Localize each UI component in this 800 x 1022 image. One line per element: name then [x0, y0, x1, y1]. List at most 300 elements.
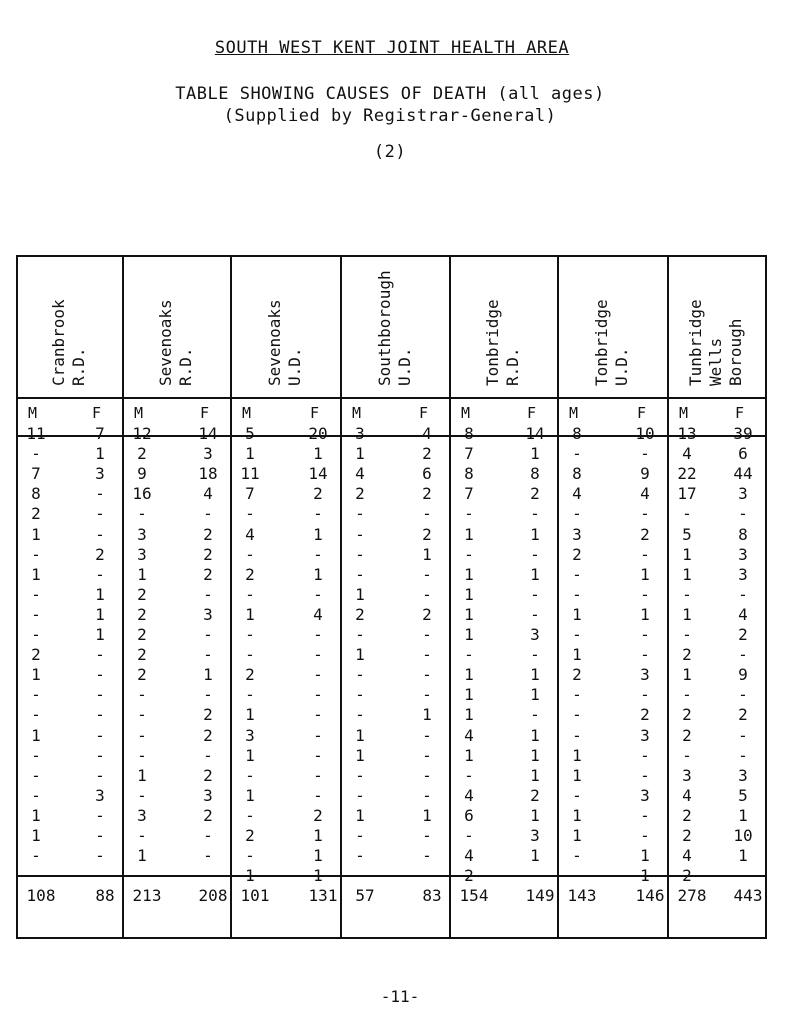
table-cell: 2	[640, 524, 650, 544]
table-cell: -	[640, 685, 650, 705]
table-cell: -	[245, 846, 255, 866]
table-cell: -	[422, 685, 432, 705]
sex-label-male: M	[352, 404, 362, 422]
district-label: U.D.	[394, 347, 414, 386]
table-cell: -	[31, 685, 41, 705]
table-cell: 1	[464, 625, 474, 644]
table-cell: 3	[137, 544, 147, 564]
table-cell: 1	[355, 444, 365, 464]
table-cell: -	[137, 705, 147, 725]
table-cell: 2	[422, 524, 432, 544]
table-cell: -	[572, 866, 582, 886]
table-cell: -	[355, 665, 365, 685]
table-cell: 1	[313, 846, 323, 866]
table-cell: 5	[245, 424, 255, 443]
table-cell: -	[203, 846, 213, 866]
table-cell: 2	[682, 805, 692, 825]
table-cell: 4	[245, 524, 255, 544]
table-cell: -	[572, 846, 582, 866]
table-cell: -	[572, 725, 582, 745]
table-cell: 2	[355, 484, 365, 504]
table-cell: -	[95, 846, 105, 866]
table-cell: 3	[738, 484, 748, 504]
table-cell: -	[203, 745, 213, 765]
table-cell: -	[422, 564, 432, 584]
table-cell: -	[245, 765, 255, 785]
table-cell: 1	[203, 665, 213, 685]
table-cell: -	[464, 504, 474, 524]
row-border	[16, 937, 767, 939]
table-cell: 1	[682, 564, 692, 584]
table-cell: -	[245, 625, 255, 644]
table-cell: 2	[245, 826, 255, 845]
table-cell: -	[95, 725, 105, 745]
table-cell: -	[313, 665, 323, 685]
table-cell: -	[95, 745, 105, 765]
table-cell: 3	[530, 625, 540, 644]
table-cell: 2	[422, 484, 432, 504]
table-cell: -	[422, 645, 432, 665]
table-cell: 4	[422, 424, 432, 443]
table-cell: 1	[313, 866, 323, 886]
table-cell: -	[640, 625, 650, 644]
table-cell: 8	[572, 464, 582, 484]
table-cell: -	[313, 584, 323, 604]
table-cell: -	[572, 564, 582, 584]
district-label: Sevenoaks	[265, 299, 284, 386]
table-cell: -	[640, 826, 650, 845]
table-cell: 4	[682, 846, 692, 866]
table-cell: 4	[464, 725, 474, 745]
table-cell: 3	[203, 444, 213, 464]
table-cell: -	[95, 504, 105, 524]
district-header	[340, 255, 449, 396]
table-cell: -	[137, 504, 147, 524]
table-cell: -	[464, 765, 474, 785]
table-cell: -	[313, 745, 323, 765]
table-cell: -	[355, 705, 365, 725]
table-cell: -	[530, 705, 540, 725]
table-cell: -	[245, 584, 255, 604]
table-cell: 8	[31, 484, 41, 504]
table-cell: -	[137, 725, 147, 745]
table-cell: 14	[308, 464, 328, 484]
table-cell: -	[137, 785, 147, 805]
table-cell: 8	[738, 524, 748, 544]
total-cell: 146	[635, 886, 665, 905]
table-cell: -	[31, 544, 41, 564]
table-cell: 3	[738, 564, 748, 584]
table-cell: 9	[137, 464, 147, 484]
table-cell: 7	[464, 484, 474, 504]
table-cell: 1	[464, 685, 474, 705]
table-cell: -	[313, 785, 323, 805]
table-cell: -	[313, 645, 323, 665]
table-cell: -	[530, 544, 540, 564]
table-cell: 7	[95, 424, 105, 443]
table-cell: 1	[640, 846, 650, 866]
district-label: Borough	[726, 318, 745, 386]
district-label: U.D.	[285, 347, 304, 386]
table-cell: -	[464, 826, 474, 845]
table-cell: 8	[530, 464, 540, 484]
table-cell: 10	[733, 826, 753, 845]
table-cell: 1	[31, 725, 41, 745]
table-cell: -	[572, 685, 582, 705]
table-cell: -	[137, 826, 147, 845]
table-cell: -	[313, 725, 323, 745]
table-cell: -	[31, 866, 41, 886]
table-cell: -	[203, 826, 213, 845]
district-label: Sevenoaks	[156, 299, 175, 386]
table-cell: -	[530, 645, 540, 665]
table-cell: -	[738, 645, 748, 665]
table-cell: 7	[464, 444, 474, 464]
table-cell: -	[203, 866, 213, 886]
table-cell: -	[245, 504, 255, 524]
table-cell: 14	[525, 424, 545, 443]
table-cell: -	[422, 866, 432, 886]
table-cell: 13	[677, 424, 697, 443]
table-cell: 2	[31, 645, 41, 665]
table-cell: 10	[635, 424, 655, 443]
table-cell: -	[245, 544, 255, 564]
table-cell: 1	[682, 665, 692, 685]
sex-label-female: F	[200, 404, 210, 422]
row-border	[16, 397, 767, 399]
table-cell: 2	[464, 866, 474, 886]
table-cell: 2	[203, 544, 213, 564]
table-cell: -	[572, 625, 582, 644]
table-cell: -	[95, 765, 105, 785]
table-cell: 2	[203, 765, 213, 785]
column-border	[765, 255, 767, 937]
table-cell: 2	[137, 584, 147, 604]
table-cell: 1	[137, 564, 147, 584]
table-cell: 4	[682, 785, 692, 805]
district-label: U.D.	[612, 347, 631, 386]
table-cell: 16	[132, 484, 152, 504]
table-cell: 2	[422, 444, 432, 464]
table-cell: -	[640, 444, 650, 464]
district-header	[122, 255, 230, 396]
table-cell: -	[422, 725, 432, 745]
table-cell: 1	[464, 604, 474, 624]
table-cell: -	[530, 604, 540, 624]
table-cell: 2	[95, 544, 105, 564]
table-cell: 1	[355, 725, 365, 745]
table-cell: 1	[245, 604, 255, 624]
table-cell: -	[203, 645, 213, 665]
table-cell: -	[31, 444, 41, 464]
table-cell: -	[640, 765, 650, 785]
table-cell: 1	[95, 625, 105, 644]
table-cell: 11	[240, 464, 260, 484]
total-cell: 108	[26, 886, 56, 905]
table-cell: 1	[530, 524, 540, 544]
sex-label-male: M	[28, 404, 38, 422]
table-cell: 4	[313, 604, 323, 624]
table-cell: 1	[464, 665, 474, 685]
part-number: (2)	[373, 142, 407, 162]
table-cell: -	[313, 504, 323, 524]
table-cell: 3	[682, 765, 692, 785]
table-cell: 9	[738, 665, 748, 685]
table-cell: 1	[245, 745, 255, 765]
table-cell: 1	[530, 685, 540, 705]
district-header	[16, 255, 122, 396]
table-cell: -	[422, 584, 432, 604]
sex-label-male: M	[569, 404, 579, 422]
table-cell: 1	[31, 665, 41, 685]
table-cell: -	[738, 504, 748, 524]
table-cell: 2	[530, 785, 540, 805]
table-cell: -	[682, 685, 692, 705]
table-cell: 1	[640, 604, 650, 624]
table-cell: -	[572, 444, 582, 464]
table-cell: 1	[530, 846, 540, 866]
table-cell: -	[738, 745, 748, 765]
table-cell: 1	[572, 765, 582, 785]
table-cell: 11	[26, 424, 46, 443]
table-cell: -	[355, 785, 365, 805]
table-cell: 3	[640, 785, 650, 805]
table-cell: 12	[132, 424, 152, 443]
table-cell: 1	[682, 604, 692, 624]
total-cell: 143	[567, 886, 597, 905]
table-cell: -	[355, 685, 365, 705]
table-cell: -	[137, 745, 147, 765]
table-cell: 1	[313, 524, 323, 544]
table-cell: 2	[682, 866, 692, 886]
table-cell: 2	[682, 645, 692, 665]
table-cell: -	[572, 504, 582, 524]
table-cell: 1	[422, 805, 432, 825]
table-cell: -	[572, 785, 582, 805]
table-cell: 14	[198, 424, 218, 443]
table-cell: 1	[530, 564, 540, 584]
table-cell: 2	[640, 705, 650, 725]
table-cell: 1	[355, 645, 365, 665]
table-cell: 2	[313, 805, 323, 825]
table-cell: 1	[355, 584, 365, 604]
table-cell: 2	[355, 604, 365, 624]
table-cell: 2	[682, 705, 692, 725]
table-cell: 6	[738, 444, 748, 464]
table-cell: 4	[572, 484, 582, 504]
table-cell: 1	[137, 765, 147, 785]
sex-label-male: M	[679, 404, 689, 422]
table-cell: 1	[313, 564, 323, 584]
table-cell: 1	[572, 745, 582, 765]
sex-label-male: M	[461, 404, 471, 422]
table-cell: -	[640, 745, 650, 765]
table-cell: 2	[203, 705, 213, 725]
table-cell: -	[245, 685, 255, 705]
table-cell: 1	[530, 444, 540, 464]
table-cell: -	[95, 524, 105, 544]
table-cell: 1	[464, 745, 474, 765]
table-cell: -	[422, 665, 432, 685]
district-label: Tonbridge	[592, 299, 611, 386]
table-cell: 1	[245, 866, 255, 886]
table-cell: 1	[530, 805, 540, 825]
table-cell: 2	[572, 665, 582, 685]
table-cell: -	[31, 705, 41, 725]
table-cell: -	[245, 645, 255, 665]
table-cell: -	[31, 584, 41, 604]
table-cell: -	[95, 826, 105, 845]
total-cell: 149	[525, 886, 555, 905]
table-cell: -	[355, 564, 365, 584]
table-cell: 3	[572, 524, 582, 544]
district-label: R.D.	[176, 347, 195, 386]
table-cell: -	[640, 645, 650, 665]
table-cell: 2	[572, 544, 582, 564]
table-cell: 1	[355, 805, 365, 825]
sex-label-male: M	[242, 404, 252, 422]
table-cell: -	[31, 625, 41, 644]
table-cell: 1	[640, 564, 650, 584]
table-cell: -	[682, 584, 692, 604]
table-cell: 1	[245, 705, 255, 725]
table-cell: 2	[137, 645, 147, 665]
district-header	[667, 255, 765, 396]
table-cell: 3	[203, 604, 213, 624]
table-cell: 1	[355, 745, 365, 765]
table-cell: 1	[640, 866, 650, 886]
table-cell: 1	[738, 805, 748, 825]
total-cell: 213	[132, 886, 162, 905]
table-cell: -	[95, 645, 105, 665]
table-cell: 3	[738, 765, 748, 785]
table-cell: 44	[733, 464, 753, 484]
table-cell: -	[31, 604, 41, 624]
table-cell: -	[464, 645, 474, 665]
total-cell: 443	[733, 886, 763, 905]
table-cell: 18	[198, 464, 218, 484]
table-cell: 1	[31, 564, 41, 584]
table-cell: -	[640, 805, 650, 825]
table-cell: 1	[31, 826, 41, 845]
table-cell: 1	[572, 645, 582, 665]
table-cell: 39	[733, 424, 753, 443]
table-cell: -	[95, 665, 105, 685]
table-cell: 3	[95, 464, 105, 484]
table-cell: 4	[203, 484, 213, 504]
table-cell: -	[422, 765, 432, 785]
table-cell: -	[31, 765, 41, 785]
total-cell: 131	[308, 886, 338, 905]
table-cell: -	[95, 484, 105, 504]
table-cell: 3	[137, 805, 147, 825]
table-cell: 20	[308, 424, 328, 443]
district-header	[449, 255, 557, 396]
table-cell: -	[572, 705, 582, 725]
table-cell: 3	[738, 544, 748, 564]
table-cell: -	[355, 504, 365, 524]
table-cell: 5	[738, 785, 748, 805]
district-label: Tonbridge	[483, 299, 502, 386]
table-cell: 4	[640, 484, 650, 504]
table-cell: 1	[95, 604, 105, 624]
table-cell: -	[313, 625, 323, 644]
district-label: Wells	[706, 337, 725, 386]
table-cell: 1	[682, 544, 692, 564]
table-cell: 8	[572, 424, 582, 443]
table-cell: 1	[572, 826, 582, 845]
table-cell: 2	[203, 524, 213, 544]
table-cell: 3	[355, 424, 365, 443]
table-cell: -	[464, 544, 474, 564]
table-cell: -	[355, 524, 365, 544]
total-cell: 208	[198, 886, 228, 905]
table-cell: -	[422, 745, 432, 765]
table-cell: -	[422, 826, 432, 845]
table-cell: -	[313, 685, 323, 705]
table-cell: 3	[640, 665, 650, 685]
table-cell: 1	[738, 846, 748, 866]
total-cell: 83	[422, 886, 442, 905]
table-cell: -	[640, 584, 650, 604]
table-cell: -	[738, 685, 748, 705]
table-cell: 1	[530, 725, 540, 745]
table-cell: 4	[682, 444, 692, 464]
table-cell: -	[422, 785, 432, 805]
total-cell: 88	[95, 886, 115, 905]
table-cell: 8	[464, 424, 474, 443]
table-cell: 2	[422, 604, 432, 624]
sex-label-male: M	[134, 404, 144, 422]
table-cell: 7	[31, 464, 41, 484]
table-cell: -	[31, 846, 41, 866]
table-cell: 6	[422, 464, 432, 484]
table-cell: -	[738, 584, 748, 604]
total-cell: 154	[459, 886, 489, 905]
table-cell: 1	[464, 524, 474, 544]
table-cell: 3	[530, 826, 540, 845]
table-cell: 1	[245, 444, 255, 464]
table-cell: 3	[640, 725, 650, 745]
table-cell: -	[313, 765, 323, 785]
table-cell: 9	[640, 464, 650, 484]
table-cell: 2	[738, 705, 748, 725]
table-cell: -	[530, 504, 540, 524]
table-cell: 3	[137, 524, 147, 544]
table-cell: -	[682, 504, 692, 524]
table-cell: 2	[313, 484, 323, 504]
table-cell: 3	[203, 785, 213, 805]
district-label: R.D.	[69, 347, 88, 386]
source-note: (Supplied by Registrar-General)	[223, 106, 557, 126]
table-cell: 2	[137, 665, 147, 685]
table-cell: -	[95, 705, 105, 725]
table-cell: 2	[738, 625, 748, 644]
table-cell: -	[355, 846, 365, 866]
table-cell: -	[313, 544, 323, 564]
sex-label-female: F	[637, 404, 647, 422]
table-cell: -	[95, 866, 105, 886]
table-cell: 22	[677, 464, 697, 484]
table-cell: 8	[464, 464, 474, 484]
table-cell: -	[95, 805, 105, 825]
table-cell: -	[530, 584, 540, 604]
table-cell: 1	[572, 805, 582, 825]
district-header	[230, 255, 340, 396]
table-cell: -	[203, 625, 213, 644]
table-cell: 2	[137, 604, 147, 624]
table-cell: -	[203, 685, 213, 705]
